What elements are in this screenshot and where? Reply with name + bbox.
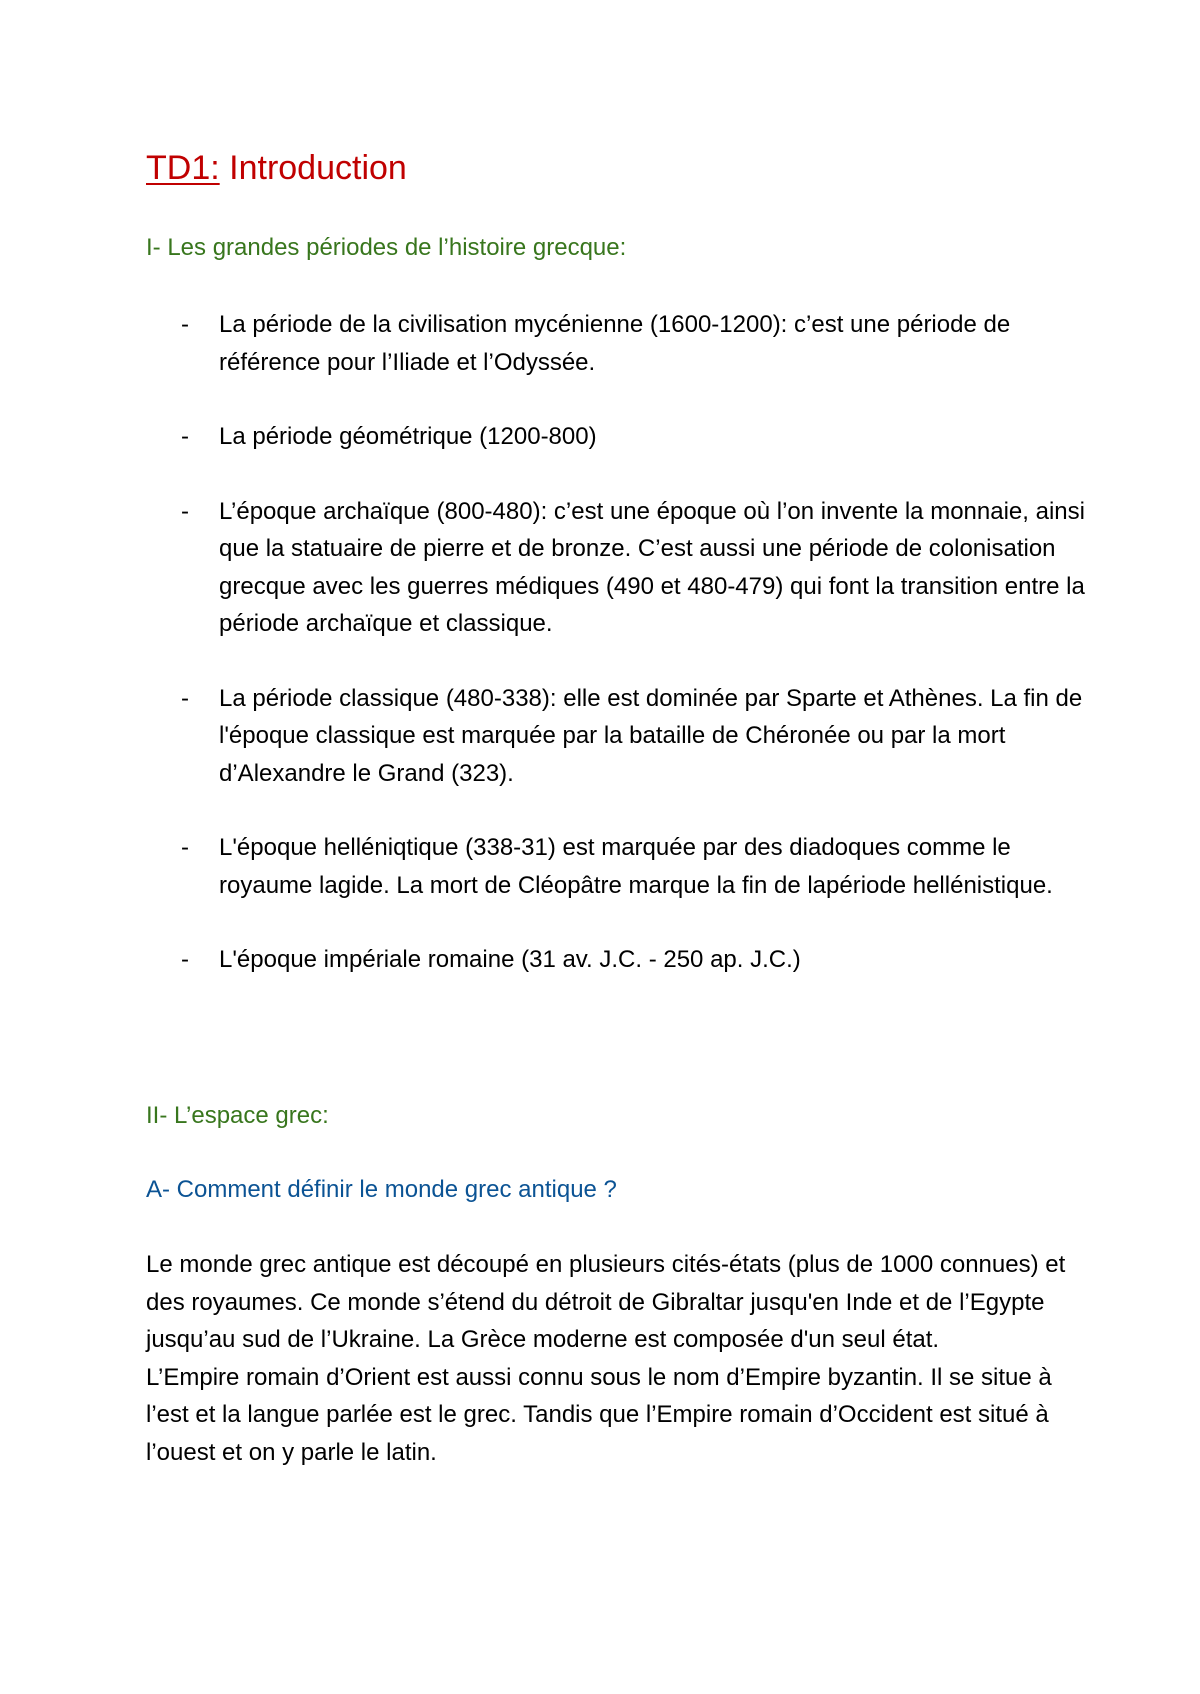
- section-heading-space: II- L’espace grec:: [146, 1102, 329, 1129]
- subsection-heading: A- Comment définir le monde grec antique ?: [146, 1176, 617, 1203]
- title-prefix: TD1:: [146, 149, 220, 187]
- list-item-text: L’époque archaïque (800-480): c’est une époque où l’on invente la monnaie, ainsi que la statuaire de pierre et de bronze. C’est aussi une période de colonisation grecque avec les guerres médiques (490 et 480-479) qui font la transition entre la période archaïque et classique.: [219, 497, 1085, 637]
- periods-list: [146, 306, 1096, 979]
- list-item: [146, 306, 1096, 381]
- paragraph: Le monde grec antique est découpé en plusieurs cités-états (plus de 1000 connues) et des royaumes. Ce monde s’étend du détroit de Gibraltar jusqu'en Inde et de l’Egypte jusqu’au sud de l’Ukraine. La Grèce moderne est composée d'un seul état.: [146, 1251, 1066, 1353]
- list-bullet: -: [181, 684, 189, 712]
- page-title: [146, 144, 407, 192]
- list-item: [146, 829, 1096, 904]
- title-text: Introduction: [229, 149, 407, 187]
- list-item-text: La période classique (480-338): elle est dominée par Sparte et Athènes. La fin de l'époque classique est marquée par la bataille de Chéronée ou par la mort d’Alexandre le Grand (323).: [219, 684, 1083, 787]
- list-item: [146, 941, 1096, 979]
- list-item-text: La période de la civilisation mycénienne (1600-1200): c’est une période de référence pour l’Iliade et l’Odyssée.: [219, 311, 1011, 376]
- section-heading-periods: I- Les grandes périodes de l’histoire grecque:: [146, 234, 627, 261]
- list-bullet: -: [181, 423, 189, 450]
- list-item-text: L'époque impériale romaine (31 av. J.C. - 250 ap. J.C.): [219, 946, 801, 973]
- list-bullet: -: [181, 834, 189, 861]
- list-bullet: -: [181, 946, 189, 973]
- list-item: [146, 418, 1096, 456]
- body-text: [146, 1246, 1096, 1471]
- list-item-text: La période géométrique (1200-800): [219, 423, 597, 450]
- paragraph: L’Empire romain d’Orient est aussi connu sous le nom d’Empire byzantin. Il se situe à l’est et la langue parlée est le grec. Tandis que l’Empire romain d’Occident est situé à l’ouest et on y parle le latin.: [146, 1363, 1052, 1466]
- list-bullet: -: [181, 497, 189, 525]
- list-item-text: L'époque helléniqtique (338-31) est marquée par des diadoques comme le royaume lagide. La mort de Cléopâtre marque la fin de lapériode hellénistique.: [219, 834, 1053, 899]
- list-item: [146, 680, 1096, 793]
- list-bullet: -: [181, 311, 189, 338]
- list-item: [146, 493, 1096, 643]
